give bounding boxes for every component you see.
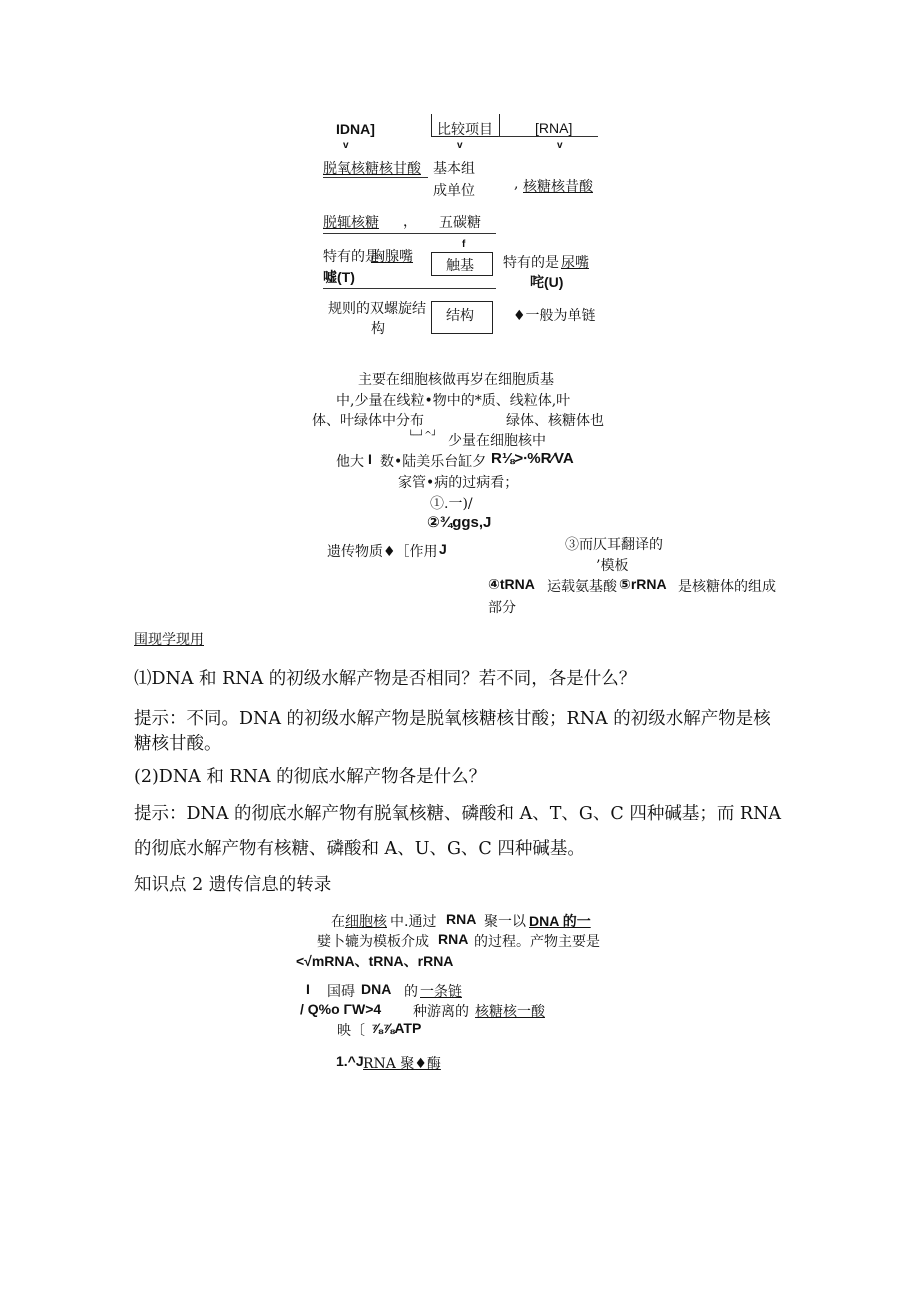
answer-1-line-1: 提示：不同。DNA 的初级水解产物是脱氧核糖核甘酸；RNA 的初级水解产物是核 <box>134 709 771 729</box>
tr-l4-b: 国碍 <box>327 984 355 1000</box>
down-arrow-icon: v <box>557 140 563 151</box>
tr-l7-a: 1.^J <box>336 1053 364 1069</box>
row2-left: 脱辄核糖 <box>323 215 379 231</box>
dist-line-2: 中,少量在线粒•物中的*质、线粒体,叶 <box>336 393 571 409</box>
answer-2-line-2: 的彻底水解产物有核糖、磷酸和 A、U、G、C 四种碱基。 <box>134 839 585 859</box>
item3-line2: ’模板 <box>596 558 629 574</box>
down-arrow-icon: v <box>343 140 349 151</box>
tr-l2-a: 嬖卜辘为模板介成 <box>317 934 429 950</box>
dist-line-5a: 他大 <box>336 454 364 470</box>
row1-right-prefix: , <box>514 176 519 192</box>
knowledge-point-title: 知识点 2 遗传信息的转录 <box>134 875 332 895</box>
row4-right: ♦一般为单链 <box>513 308 596 324</box>
tr-l3: <√mRNA、tRNA、rRNA <box>296 953 454 969</box>
dist-line-8: ②¾ggs,J <box>427 514 492 531</box>
row1-left: 脱氧核糖核甘酸 <box>323 161 421 177</box>
dist-line-6: 家管•病的过病看； <box>398 475 519 491</box>
row2-left-suffix: ， <box>403 214 417 230</box>
item3-line1: ③而仄耳翻译的 <box>565 537 663 553</box>
compare-item-header: 比较项目 <box>437 122 493 138</box>
dist-line-3-left: 体、叶绿体中分布 <box>312 413 424 429</box>
dist-line-5c: 数•陆美乐台缸夕 <box>380 454 487 470</box>
row3-left-2: 嘘(T) <box>323 269 355 285</box>
dist-line-5d: R⅛>∙%R∕VA <box>491 450 574 467</box>
row3-right-plain: 特有的是 <box>503 255 559 271</box>
tr-l1-a: 在 <box>331 914 345 930</box>
tr-l1-e: 聚一以 <box>484 914 526 930</box>
row3-left-underline: 胸腺嘴 <box>371 249 413 265</box>
bracket-mark: └─┘^┘ <box>408 431 438 441</box>
answer-1-line-2: 糖核甘酸。 <box>134 734 222 754</box>
row3-right-2: 咤(U) <box>530 274 564 290</box>
down-arrow-icon: v <box>457 140 463 151</box>
tr-l1-f: DNA 的一 <box>529 913 591 929</box>
row4-left-1: 规则的双螺旋结 <box>328 301 426 317</box>
row3-left-plain: 特有的是 <box>323 249 379 265</box>
tr-l1-d: RNA <box>446 911 477 927</box>
tr-l5-c: 核糖核一酸 <box>475 1004 545 1020</box>
answer-2-line-1: 提示：DNA 的彻底水解产物有脱氧核糖、磷酸和 A、T、G、C 四种碱基；而 RNA <box>134 804 782 824</box>
section-heading: 围现学现用 <box>134 632 204 648</box>
question-1: ⑴DNA 和 RNA 的初级水解产物是否相同？若不同，各是什么？ <box>134 669 637 689</box>
dist-line-7: ①.一)/ <box>430 496 473 512</box>
tr-l5-a: / Q%o ΓW>4 <box>300 1001 382 1017</box>
item5-line2: 部分 <box>488 600 516 616</box>
tr-l4-a: I <box>306 981 310 997</box>
tr-l2-c: 的过程。产物主要是 <box>474 934 600 950</box>
dna-header: IDNA] <box>336 121 375 137</box>
item5-text: 是核糖体的组成 <box>678 579 776 595</box>
rna-header: [RNA] <box>535 120 573 136</box>
row4-left-2: 构 <box>371 321 385 337</box>
tr-l5-b: 种游离的 <box>413 1004 469 1020</box>
row4-mid: 结构 <box>446 308 474 324</box>
row1-mid-1: 基本组 <box>433 161 475 177</box>
item4-text: 运载氨基酸 <box>547 579 617 595</box>
row1-right: 核糖核昔酸 <box>523 179 593 195</box>
row1-mid-2: 成单位 <box>433 183 475 199</box>
row3-right-underline: 尿嘴 <box>561 255 589 271</box>
tr-l2-b: RNA <box>438 931 469 947</box>
dist-line-5b: I <box>368 451 372 467</box>
dist-line-1: 主要在细胞核做再岁在细胞质基 <box>358 372 554 388</box>
row3-mid: 触基 <box>446 258 474 274</box>
question-2: (2)DNA 和 RNA 的彻底水解产物各是什么？ <box>134 767 487 787</box>
item5-rrna: ⑤rRNA <box>619 576 667 592</box>
dist-line-3-right: 绿体、核糖体也 <box>506 413 604 429</box>
genetic-material-j: J <box>439 541 447 557</box>
tr-l1-c: 中.通过 <box>390 914 437 930</box>
tr-l4-c: DNA <box>361 981 392 997</box>
tr-l4-e: 一条链 <box>420 984 462 1000</box>
tr-l4-d: 的 <box>404 984 418 1000</box>
tr-l6-b: ⅞⅞ATP <box>371 1020 422 1036</box>
row2-mid: 五碳糖 <box>439 215 481 231</box>
tr-l1-b: 细胞核 <box>345 914 387 930</box>
row3-mid-mark: f <box>462 239 466 250</box>
item4-trna: ④tRNA <box>488 576 535 592</box>
tr-l6-a: 映〔 <box>337 1023 365 1039</box>
tr-l7-b: RNA 聚♦酶 <box>363 1056 441 1072</box>
dist-line-4: 少量在细胞核中 <box>448 433 546 449</box>
genetic-material-label: 遗传物质♦［作用 <box>327 544 438 560</box>
